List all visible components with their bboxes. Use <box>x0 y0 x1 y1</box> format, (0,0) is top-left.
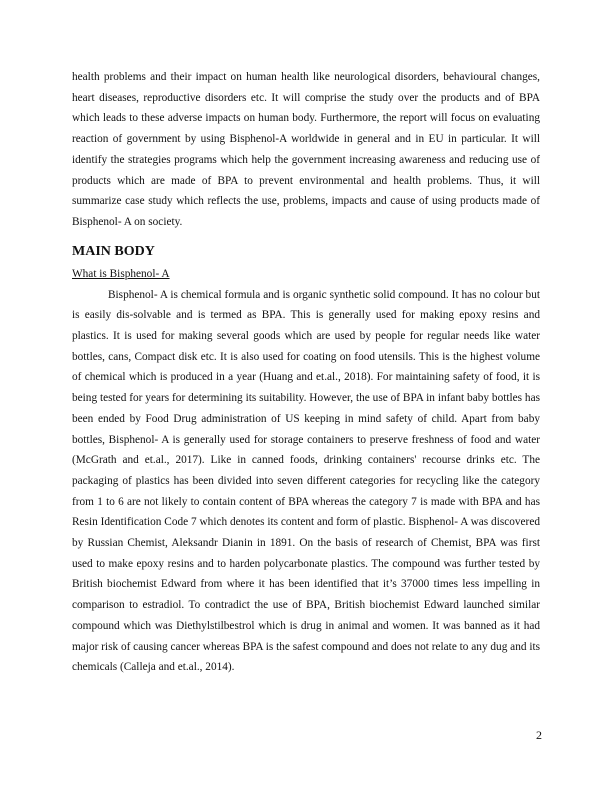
intro-paragraph: health problems and their impact on human health like neurological disorders, behavioural changes, heart diseases, reproductive disorders etc. It will comprise the study over the products and of BPA which leads to these adverse impacts on human body. Furthermore, the report will focus on evaluating reaction of government by using Bisphenol-A worldwide in general and in EU in particular. It will identify the strategies programs which help the government increasing awareness and reducing use of products which are made of BPA to prevent environmental and health problems. Thus, it will summarize case study which reflects the use, problems, impacts and cause of using products made of Bisphenol- A on society. <box>72 71 540 228</box>
page-content <box>72 67 540 678</box>
page-number: 2 <box>536 728 542 742</box>
section-heading: MAIN BODY <box>72 243 155 259</box>
subsection-heading: What is Bisphenol- A <box>72 267 170 280</box>
body-paragraph: Bisphenol- A is chemical formula and is organic synthetic solid compound. It has no colour but is easily dis-solvable and is termed as BPA. This is generally used for making epoxy resins and plastics. It is used for making several goods which are used by people for regular needs like water bottles, cans, Compact disk etc. It is also used for coating on food utensils. This is the highest volume of chemical which is produced in a year (Huang and et.al., 2018). For maintaining safety of food, it is being tested for years for determining its suitability. However, the use of BPA in infant baby bottles has been ended by Food Drug administration of US keeping in mind safety of child. Apart from baby bottles, Bisphenol- A is generally used for storage containers to preserve freshness of food and water (McGrath and et.al., 2017). Like in canned foods, drinking containers' recourse drinks etc. The packaging of plastics has been divided into seven different categories for recycling like the category from 1 to 6 are not likely to contain content of BPA whereas the category 7 is made with BPA and has Resin Identification Code 7 which denotes its content and form of plastic. Bisphenol- A was discovered by Russian Chemist, Aleksandr Dianin in 1891. On the basis of research of Chemist, BPA was first used to make epoxy resins and to harden polycarbonate plastics. The compound was further tested by British biochemist Edward from where it has been identified that it’s 37000 times less impelling in comparison to estradiol. To contradict the use of BPA, British biochemist Edward launched similar compound which was Diethylstilbestrol which is drug in animal and women. It was banned as it had major risk of causing cancer whereas BPA is the safest compound and does not relate to any dug and its chemicals (Calleja and et.al., 2014). <box>72 288 540 674</box>
